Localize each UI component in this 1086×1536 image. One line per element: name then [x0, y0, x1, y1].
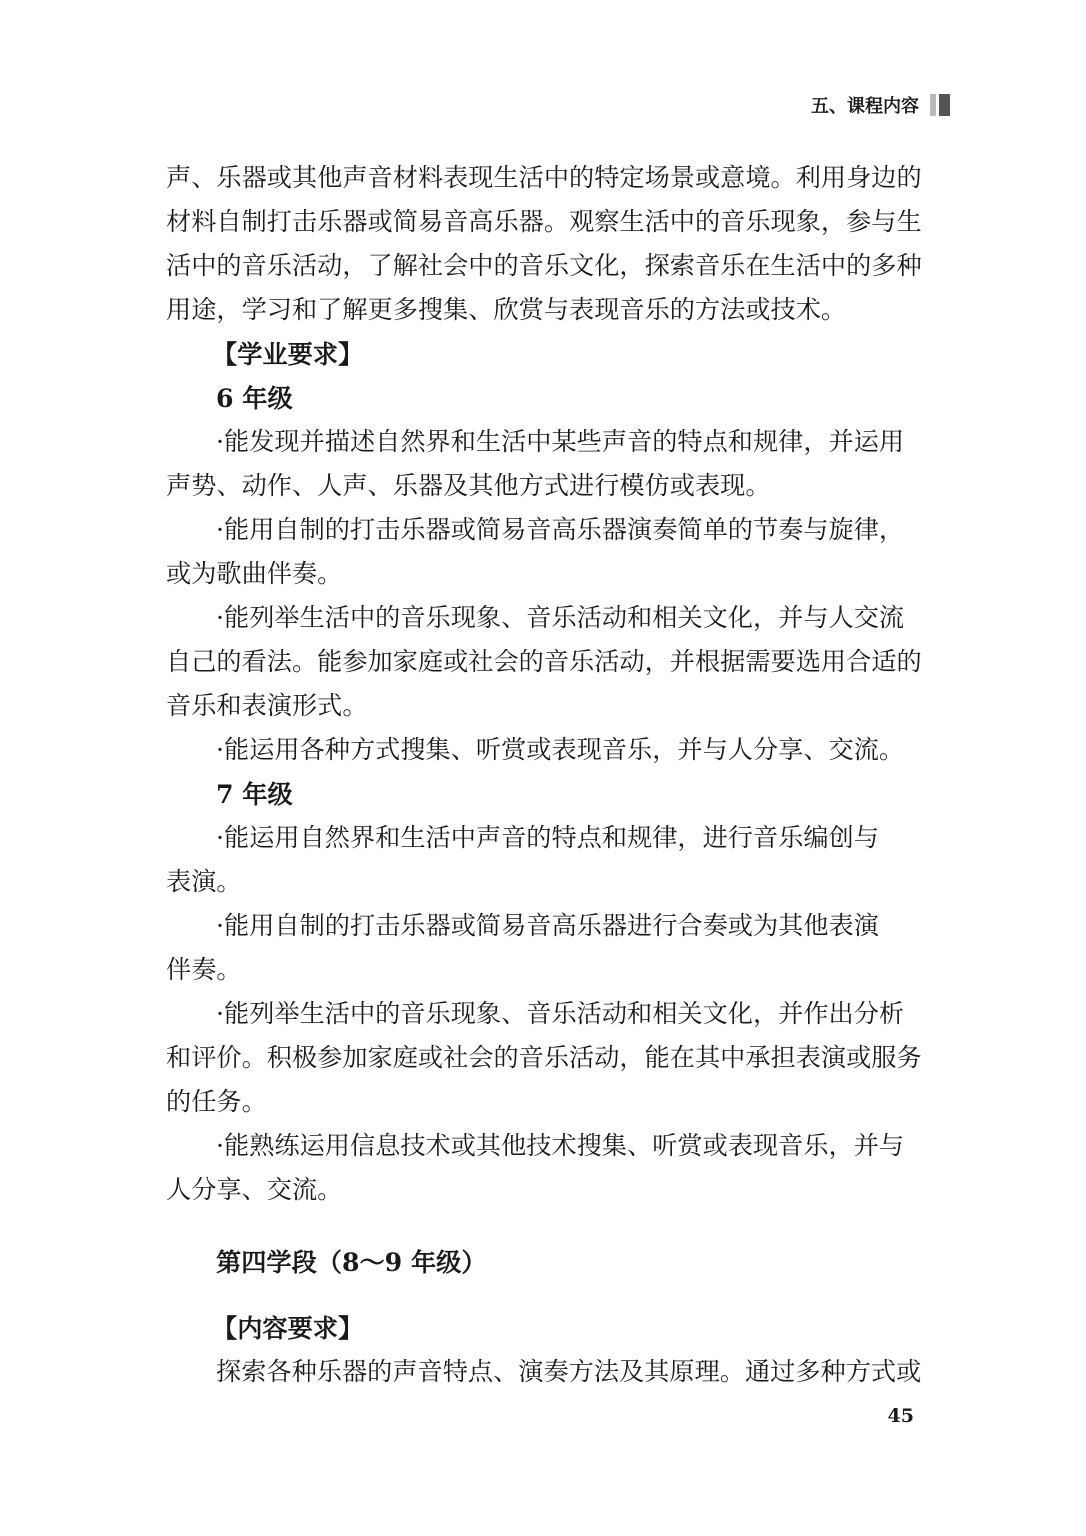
grade6-item: ·能发现并描述自然界和生活中某些声音的特点和规律，并运用 [216, 427, 905, 456]
body-line: 自己的看法。能参加家庭或社会的音乐活动，并根据需要选用合适的 [166, 647, 922, 676]
body-line: 声势、动作、人声、乐器及其他方式进行模仿或表现。 [166, 471, 771, 500]
grade7-item: ·能列举生活中的音乐现象、音乐活动和相关文化，并作出分析 [216, 999, 905, 1028]
page-body [166, 156, 926, 1394]
section-heading-academic: 【学业要求】 [212, 339, 364, 369]
body-line: 的任务。 [166, 1087, 267, 1116]
header-title: 五、课程内容 [811, 96, 919, 117]
body-line: 材料自制打击乐器或简易音高乐器。观察生活中的音乐现象，参与生 [166, 207, 922, 236]
body-line: 探索各种乐器的声音特点、演奏方法及其原理。通过多种方式或 [216, 1357, 922, 1386]
grade7-item: ·能运用自然界和生活中声音的特点和规律，进行音乐编创与 [216, 823, 879, 852]
grade6-item: ·能列举生活中的音乐现象、音乐活动和相关文化，并与人交流 [216, 603, 905, 632]
grade6-heading: 6 年级 [216, 383, 293, 413]
grade6-item: ·能用自制的打击乐器或简易音高乐器演奏简单的节奏与旋律， [216, 515, 905, 544]
body-line: 表演。 [166, 867, 242, 896]
body-line: 或为歌曲伴奏。 [166, 559, 343, 588]
running-header [811, 92, 950, 118]
body-line: 声、乐器或其他声音材料表现生活中的特定场景或意境。利用身边的 [166, 163, 922, 192]
body-line: 用途，学习和了解更多搜集、欣赏与表现音乐的方法或技术。 [166, 295, 847, 324]
page-number: 45 [887, 1405, 914, 1427]
grade6-item: ·能运用各种方式搜集、听赏或表现音乐，并与人分享、交流。 [216, 735, 905, 764]
body-line: 人分享、交流。 [166, 1175, 343, 1204]
header-bars-decoration [927, 94, 950, 116]
body-line: 伴奏。 [166, 955, 242, 984]
body-line: 和评价。积极参加家庭或社会的音乐活动，能在其中承担表演或服务 [166, 1043, 922, 1072]
grade7-item: ·能熟练运用信息技术或其他技术搜集、听赏或表现音乐，并与 [216, 1131, 905, 1160]
grade7-item: ·能用自制的打击乐器或简易音高乐器进行合奏或为其他表演 [216, 911, 879, 940]
body-line: 音乐和表演形式。 [166, 691, 368, 720]
grade7-heading: 7 年级 [216, 779, 293, 809]
stage4-heading: 第四学段（8～9 年级） [216, 1247, 487, 1277]
section-heading-content: 【内容要求】 [212, 1313, 364, 1343]
body-line: 活中的音乐活动，了解社会中的音乐文化，探索音乐在生活中的多种 [166, 251, 922, 280]
